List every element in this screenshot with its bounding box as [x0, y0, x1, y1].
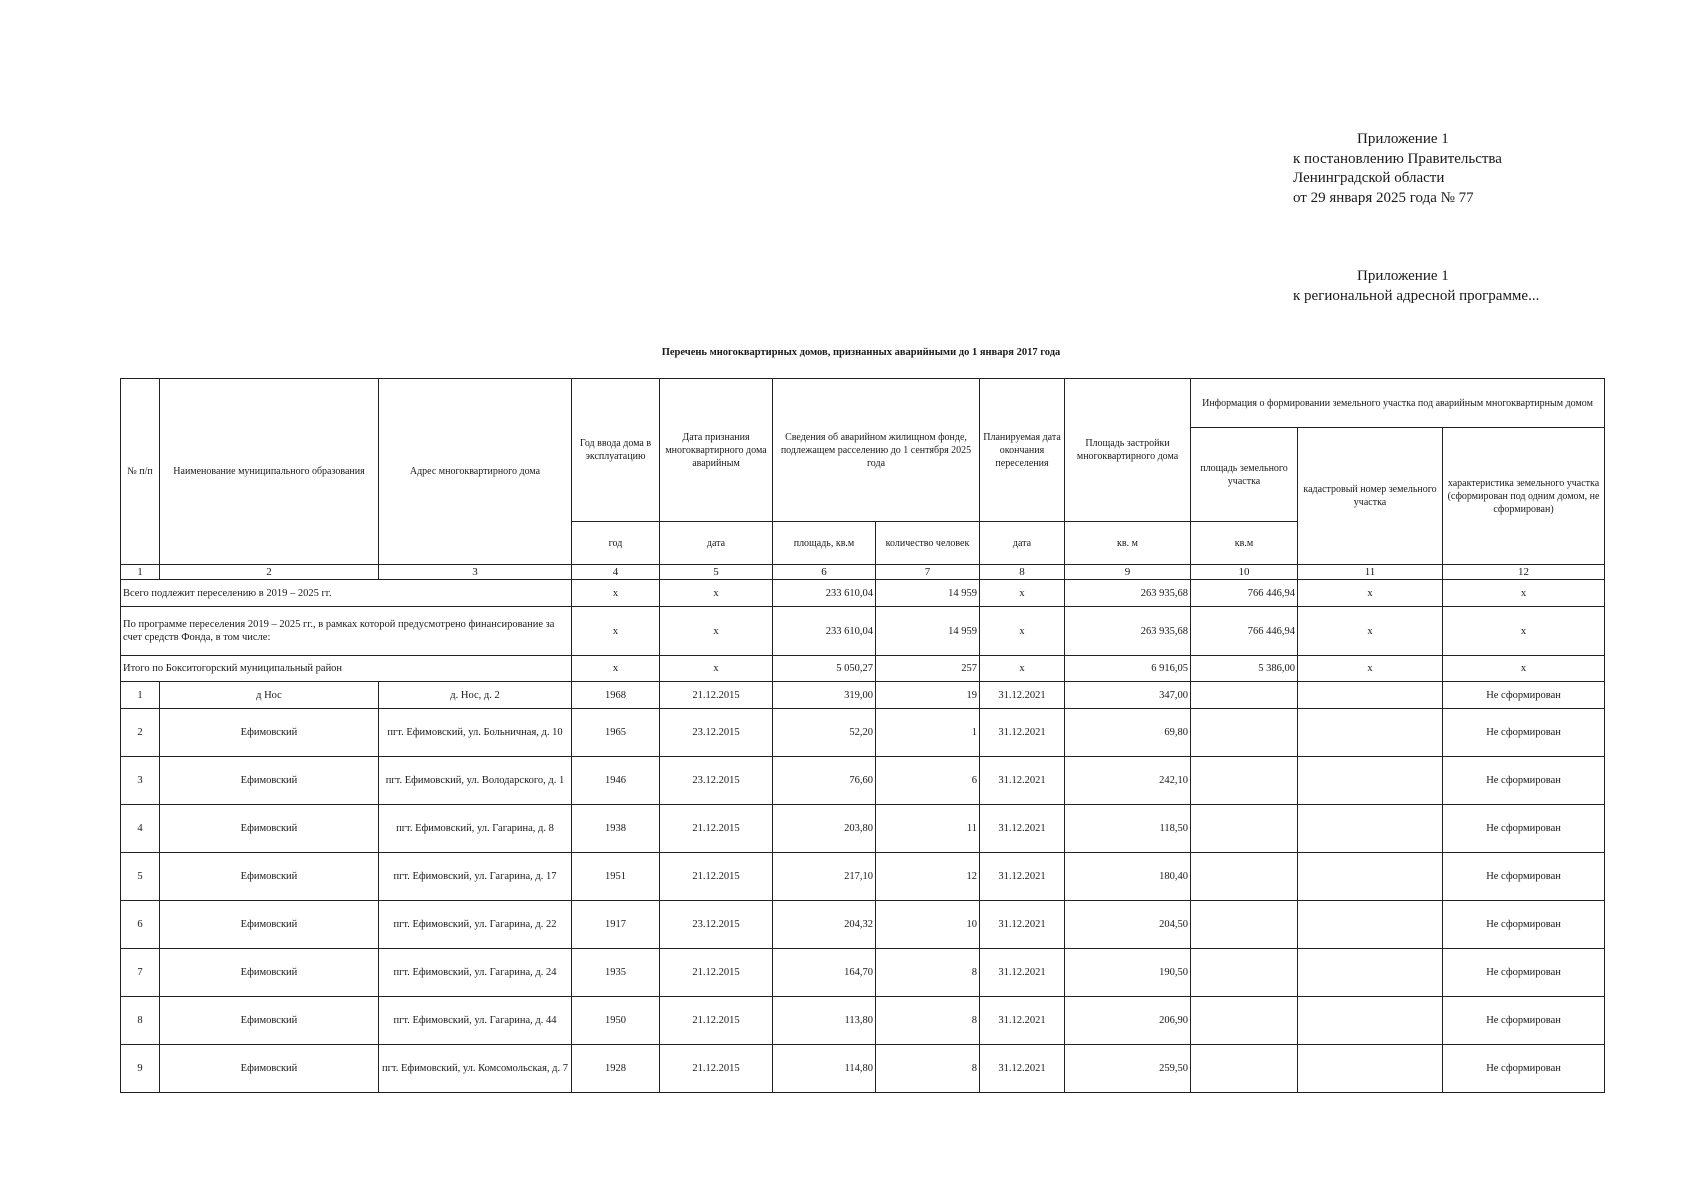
row-land-status: Не сформирован: [1443, 757, 1605, 805]
row-area: 204,32: [773, 901, 876, 949]
subtotal-area: 5 050,27: [773, 656, 876, 682]
row-land-area: [1191, 1045, 1298, 1093]
total-area: 233 610,04: [773, 580, 876, 607]
row-people: 1: [876, 709, 980, 757]
table-row: [121, 997, 1605, 1045]
row-area: 203,80: [773, 805, 876, 853]
column-index: 6: [773, 565, 876, 580]
header-year-built: Год ввода дома в эксплуатацию: [572, 379, 660, 522]
table-row: [121, 853, 1605, 901]
row-people: 6: [876, 757, 980, 805]
row-num: 9: [121, 1045, 160, 1093]
row-date: 21.12.2015: [660, 853, 773, 901]
row-area: 52,20: [773, 709, 876, 757]
row-end: 31.12.2021: [980, 901, 1065, 949]
header-recognition-date: Дата признания многоквартирного дома аварийным: [660, 379, 773, 522]
row-municipality: Ефимовский: [160, 805, 379, 853]
row-cadastral: [1298, 709, 1443, 757]
total-build-area: 263 935,68: [1065, 580, 1191, 607]
unit-date: дата: [660, 522, 773, 565]
row-cadastral: [1298, 997, 1443, 1045]
row-area: 217,10: [773, 853, 876, 901]
table-row: [121, 682, 1605, 709]
row-end: 31.12.2021: [980, 997, 1065, 1045]
appendix-region-line: Ленинградской области: [1293, 170, 1445, 186]
row-land-area: [1191, 709, 1298, 757]
row-build-area: 206,90: [1065, 997, 1191, 1045]
row-num: 5: [121, 853, 160, 901]
column-index: 12: [1443, 565, 1605, 580]
column-index: 5: [660, 565, 773, 580]
appendix-resolution-block: [1293, 130, 1502, 208]
row-cadastral: [1298, 682, 1443, 709]
row-year: 1935: [572, 949, 660, 997]
header-address: Адрес многоквартирного дома: [379, 379, 572, 565]
subtotal-cadastral: х: [1298, 656, 1443, 682]
row-end: 31.12.2021: [980, 1045, 1065, 1093]
subtotal-build-area: 6 916,05: [1065, 656, 1191, 682]
column-index: 4: [572, 565, 660, 580]
appendix-program-block: [1293, 267, 1539, 306]
subtotal-row: [121, 656, 1605, 682]
total-row: [121, 580, 1605, 607]
row-area: 76,60: [773, 757, 876, 805]
row-area: 113,80: [773, 997, 876, 1045]
total-date: х: [660, 580, 773, 607]
row-land-area: [1191, 997, 1298, 1045]
header-housing-info: Сведения об аварийном жилищном фонде, подлежащем расселению до 1 сентября 2025 года: [773, 379, 980, 522]
table-row: [121, 1045, 1605, 1093]
row-date: 23.12.2015: [660, 709, 773, 757]
row-cadastral: [1298, 1045, 1443, 1093]
row-land-status: Не сформирован: [1443, 682, 1605, 709]
row-date: 23.12.2015: [660, 757, 773, 805]
housing-register-table: [120, 378, 1605, 1093]
row-people: 8: [876, 949, 980, 997]
total-date: х: [660, 607, 773, 656]
total-status: х: [1443, 580, 1605, 607]
subtotal-people: 257: [876, 656, 980, 682]
row-area: 319,00: [773, 682, 876, 709]
row-build-area: 180,40: [1065, 853, 1191, 901]
row-num: 7: [121, 949, 160, 997]
row-area: 114,80: [773, 1045, 876, 1093]
subtotal-date: х: [660, 656, 773, 682]
subtotal-status: х: [1443, 656, 1605, 682]
row-people: 8: [876, 997, 980, 1045]
row-num: 1: [121, 682, 160, 709]
subtotal-end: х: [980, 656, 1065, 682]
total-people: 14 959: [876, 607, 980, 656]
column-index: 10: [1191, 565, 1298, 580]
column-index: 3: [379, 565, 572, 580]
row-cadastral: [1298, 901, 1443, 949]
row-land-status: Не сформирован: [1443, 901, 1605, 949]
row-municipality: Ефимовский: [160, 709, 379, 757]
row-num: 4: [121, 805, 160, 853]
total-area: 233 610,04: [773, 607, 876, 656]
row-municipality: Ефимовский: [160, 997, 379, 1045]
table-row: [121, 757, 1605, 805]
row-people: 11: [876, 805, 980, 853]
header-land-area: площадь земельного участка: [1191, 428, 1298, 522]
row-num: 2: [121, 709, 160, 757]
row-people: 10: [876, 901, 980, 949]
row-date: 21.12.2015: [660, 1045, 773, 1093]
row-address: пгт. Ефимовский, ул. Гагарина, д. 8: [379, 805, 572, 853]
subtotal-label: Итого по Бокситогорский муниципальный район: [121, 656, 572, 682]
row-date: 21.12.2015: [660, 997, 773, 1045]
row-land-area: [1191, 853, 1298, 901]
program-appendix-line: к региональной адресной программе...: [1293, 287, 1540, 304]
row-end: 31.12.2021: [980, 805, 1065, 853]
header-municipality: Наименование муниципального образования: [160, 379, 379, 565]
column-index-row: [121, 565, 1605, 580]
total-row: [121, 607, 1605, 656]
header-planned-end: Планируемая дата окончания переселения: [980, 379, 1065, 522]
total-label: По программе переселения 2019 – 2025 гг., в рамках которой предусмотрено финансирование за счет средств Фонда, в том числе:: [121, 607, 572, 656]
row-year: 1951: [572, 853, 660, 901]
row-land-status: Не сформирован: [1443, 853, 1605, 901]
row-date: 23.12.2015: [660, 901, 773, 949]
row-year: 1950: [572, 997, 660, 1045]
total-cadastral: х: [1298, 580, 1443, 607]
column-index: 11: [1298, 565, 1443, 580]
row-municipality: Ефимовский: [160, 1045, 379, 1093]
program-appendix-number: Приложение 1: [1357, 268, 1449, 284]
header-num: № п/п: [121, 379, 160, 565]
column-index: 9: [1065, 565, 1191, 580]
total-people: 14 959: [876, 580, 980, 607]
unit-sqm: кв. м: [1065, 522, 1191, 565]
column-index: 1: [121, 565, 160, 580]
row-people: 19: [876, 682, 980, 709]
row-build-area: 204,50: [1065, 901, 1191, 949]
row-num: 6: [121, 901, 160, 949]
row-land-area: [1191, 682, 1298, 709]
row-date: 21.12.2015: [660, 682, 773, 709]
row-municipality: Ефимовский: [160, 901, 379, 949]
subtotal-year: х: [572, 656, 660, 682]
row-land-area: [1191, 757, 1298, 805]
column-index: 2: [160, 565, 379, 580]
row-build-area: 242,10: [1065, 757, 1191, 805]
unit-date-end: дата: [980, 522, 1065, 565]
table-row: [121, 949, 1605, 997]
row-people: 12: [876, 853, 980, 901]
unit-people: количество человек: [876, 522, 980, 565]
total-year: х: [572, 580, 660, 607]
row-cadastral: [1298, 853, 1443, 901]
table-row: [121, 901, 1605, 949]
row-end: 31.12.2021: [980, 682, 1065, 709]
row-build-area: 69,80: [1065, 709, 1191, 757]
row-municipality: Ефимовский: [160, 853, 379, 901]
row-build-area: 190,50: [1065, 949, 1191, 997]
row-year: 1938: [572, 805, 660, 853]
row-municipality: Ефимовский: [160, 757, 379, 805]
row-year: 1928: [572, 1045, 660, 1093]
row-end: 31.12.2021: [980, 853, 1065, 901]
total-land-area: 766 446,94: [1191, 580, 1298, 607]
column-index: 7: [876, 565, 980, 580]
row-cadastral: [1298, 949, 1443, 997]
row-address: пгт. Ефимовский, ул. Гагарина, д. 44: [379, 997, 572, 1045]
total-land-area: 766 446,94: [1191, 607, 1298, 656]
row-address: пгт. Ефимовский, ул. Больничная, д. 10: [379, 709, 572, 757]
row-land-status: Не сформирован: [1443, 805, 1605, 853]
row-municipality: Ефимовский: [160, 949, 379, 997]
row-end: 31.12.2021: [980, 757, 1065, 805]
header-cadastral: кадастровый номер земельного участка: [1298, 428, 1443, 565]
row-num: 3: [121, 757, 160, 805]
table-row: [121, 805, 1605, 853]
row-land-area: [1191, 805, 1298, 853]
total-cadastral: х: [1298, 607, 1443, 656]
row-address: пгт. Ефимовский, ул. Гагарина, д. 17: [379, 853, 572, 901]
row-year: 1968: [572, 682, 660, 709]
column-index: 8: [980, 565, 1065, 580]
table-body: [121, 580, 1605, 1093]
unit-area: площадь, кв.м: [773, 522, 876, 565]
row-land-status: Не сформирован: [1443, 949, 1605, 997]
document-title: Перечень многоквартирных домов, признанных аварийными до 1 января 2017 года: [661, 347, 1061, 358]
row-municipality: д Нос: [160, 682, 379, 709]
table-header: [121, 379, 1605, 580]
total-end: х: [980, 607, 1065, 656]
row-year: 1946: [572, 757, 660, 805]
total-end: х: [980, 580, 1065, 607]
unit-sqm-land: кв.м: [1191, 522, 1298, 565]
table-row: [121, 709, 1605, 757]
row-year: 1917: [572, 901, 660, 949]
row-address: пгт. Ефимовский, ул. Гагарина, д. 22: [379, 901, 572, 949]
row-year: 1965: [572, 709, 660, 757]
row-address: пгт. Ефимовский, ул. Гагарина, д. 24: [379, 949, 572, 997]
total-label: Всего подлежит переселению в 2019 – 2025 гг.: [121, 580, 572, 607]
appendix-number: Приложение 1: [1357, 131, 1449, 147]
unit-year: год: [572, 522, 660, 565]
row-build-area: 118,50: [1065, 805, 1191, 853]
row-land-area: [1191, 901, 1298, 949]
header-land-status: характеристика земельного участка (сформирован под одним домом, не сформирован): [1443, 428, 1605, 565]
row-num: 8: [121, 997, 160, 1045]
total-build-area: 263 935,68: [1065, 607, 1191, 656]
row-people: 8: [876, 1045, 980, 1093]
row-cadastral: [1298, 757, 1443, 805]
row-area: 164,70: [773, 949, 876, 997]
row-end: 31.12.2021: [980, 709, 1065, 757]
row-date: 21.12.2015: [660, 949, 773, 997]
row-date: 21.12.2015: [660, 805, 773, 853]
row-address: д. Нос, д. 2: [379, 682, 572, 709]
row-land-status: Не сформирован: [1443, 709, 1605, 757]
row-land-status: Не сформирован: [1443, 1045, 1605, 1093]
row-build-area: 259,50: [1065, 1045, 1191, 1093]
row-address: пгт. Ефимовский, ул. Комсомольская, д. 7: [379, 1045, 572, 1093]
row-land-area: [1191, 949, 1298, 997]
header-building-area: Площадь застройки многоквартирного дома: [1065, 379, 1191, 522]
subtotal-land-area: 5 386,00: [1191, 656, 1298, 682]
row-end: 31.12.2021: [980, 949, 1065, 997]
total-status: х: [1443, 607, 1605, 656]
appendix-resolution-line: к постановлению Правительства: [1293, 150, 1502, 167]
row-address: пгт. Ефимовский, ул. Володарского, д. 1: [379, 757, 572, 805]
row-cadastral: [1298, 805, 1443, 853]
header-land-info: Информация о формировании земельного участка под аварийным многоквартирным домом: [1191, 379, 1605, 428]
total-year: х: [572, 607, 660, 656]
appendix-date-line: от 29 января 2025 года № 77: [1293, 189, 1474, 206]
row-build-area: 347,00: [1065, 682, 1191, 709]
row-land-status: Не сформирован: [1443, 997, 1605, 1045]
